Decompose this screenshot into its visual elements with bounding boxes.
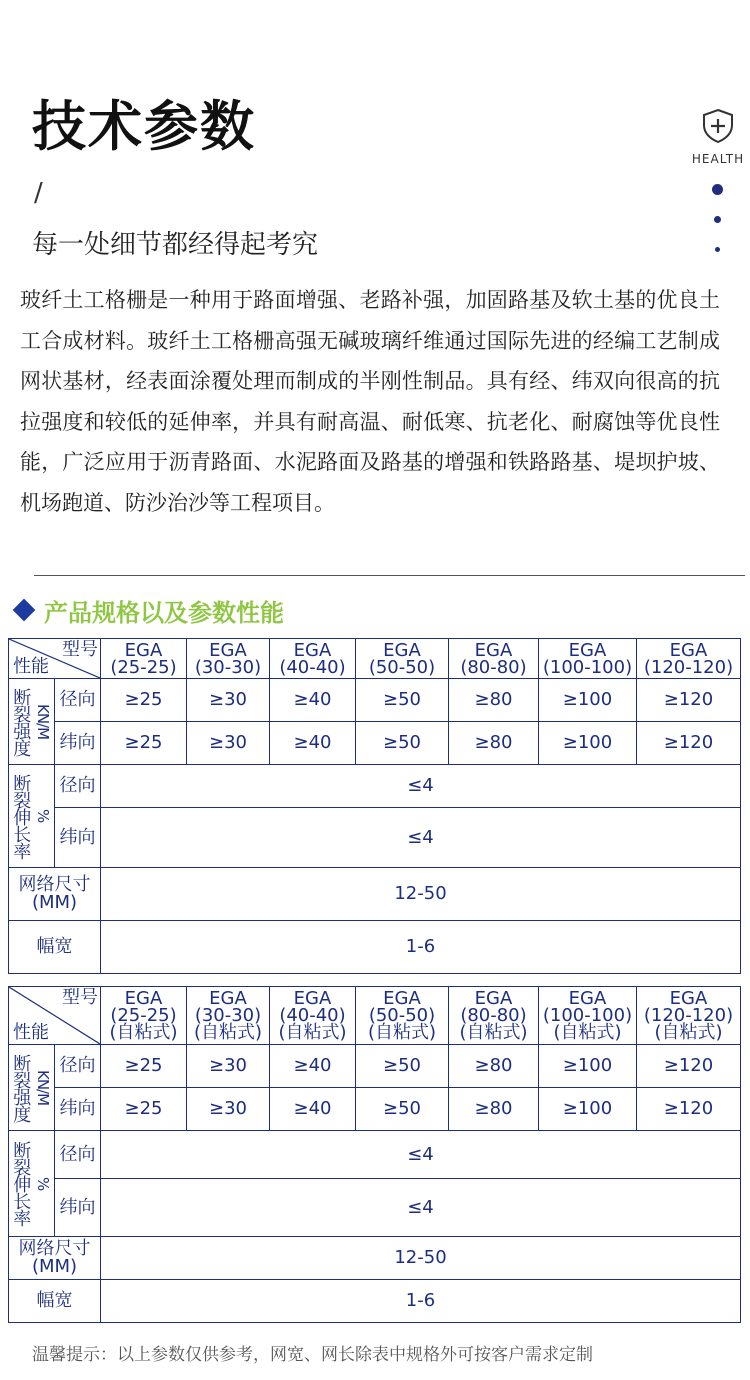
health-badge bbox=[690, 108, 746, 166]
value-cell: ≥80 bbox=[449, 1088, 539, 1131]
value-cell: ≤4 bbox=[101, 1131, 741, 1179]
mesh-row bbox=[9, 1237, 741, 1280]
shield-plus-icon bbox=[701, 108, 735, 144]
value-cell: ≥80 bbox=[449, 679, 539, 722]
value-cell: ≤4 bbox=[101, 1179, 741, 1237]
value-cell: ≥120 bbox=[637, 722, 741, 765]
strength-weft-row bbox=[9, 722, 741, 765]
model-header-row bbox=[9, 639, 741, 679]
elong-warp-row bbox=[9, 1131, 741, 1179]
width-label: 幅宽 bbox=[9, 1280, 101, 1323]
corner-property-label: 性能 bbox=[13, 1022, 49, 1043]
value-cell: ≥40 bbox=[270, 1045, 356, 1088]
weft-label: 纬向 bbox=[55, 808, 101, 868]
model-header: EGA (50-50) bbox=[356, 639, 449, 679]
value-cell: ≥25 bbox=[101, 722, 187, 765]
value-cell: ≥25 bbox=[101, 1045, 187, 1088]
model-header: EGA (25-25) (自粘式) bbox=[101, 987, 187, 1045]
warp-label: 径向 bbox=[55, 1045, 101, 1088]
corner-cell bbox=[9, 639, 101, 679]
value-cell: ≥30 bbox=[187, 679, 270, 722]
width-row bbox=[9, 921, 741, 974]
model-header: EGA (100-100) bbox=[539, 639, 637, 679]
page-title: 技术参数 bbox=[32, 95, 256, 158]
mesh-label: 网络尺寸 (MM) bbox=[9, 1237, 101, 1280]
warp-label: 径向 bbox=[55, 765, 101, 808]
strength-label-cell bbox=[9, 1045, 55, 1131]
width-label: 幅宽 bbox=[9, 921, 101, 974]
value-cell: ≥80 bbox=[449, 722, 539, 765]
elong-unit: % bbox=[33, 809, 52, 823]
mesh-label: 网络尺寸 (MM) bbox=[9, 868, 101, 921]
value-cell: ≥50 bbox=[356, 1088, 449, 1131]
mesh-row bbox=[9, 868, 741, 921]
elong-label-cell bbox=[9, 1131, 55, 1237]
value-cell: ≤4 bbox=[101, 808, 741, 868]
page-dot-3[interactable] bbox=[715, 247, 720, 252]
spec-table-standard bbox=[8, 638, 741, 974]
value-cell: 1-6 bbox=[101, 921, 741, 974]
title-slash: / bbox=[34, 178, 43, 208]
strength-unit: KN/M bbox=[33, 1069, 52, 1106]
diamond-icon bbox=[13, 599, 36, 622]
width-row bbox=[9, 1280, 741, 1323]
value-cell: ≥80 bbox=[449, 1045, 539, 1088]
model-header: EGA (25-25) bbox=[101, 639, 187, 679]
strength-weft-row bbox=[9, 1088, 741, 1131]
corner-cell bbox=[9, 987, 101, 1045]
value-cell: ≥120 bbox=[637, 679, 741, 722]
model-header: EGA (80-80) (自粘式) bbox=[449, 987, 539, 1045]
weft-label: 纬向 bbox=[55, 1179, 101, 1237]
strength-warp-row bbox=[9, 1045, 741, 1088]
model-header: EGA (50-50) (自粘式) bbox=[356, 987, 449, 1045]
value-cell: 12-50 bbox=[101, 1237, 741, 1280]
strength-unit: KN/M bbox=[33, 703, 52, 740]
value-cell: ≥30 bbox=[187, 722, 270, 765]
model-header: EGA (40-40) (自粘式) bbox=[270, 987, 356, 1045]
elong-weft-row bbox=[9, 808, 741, 868]
value-cell: ≥40 bbox=[270, 679, 356, 722]
value-cell: ≥40 bbox=[270, 722, 356, 765]
model-header: EGA (100-100) (自粘式) bbox=[539, 987, 637, 1045]
value-cell: ≥50 bbox=[356, 679, 449, 722]
section-header bbox=[12, 592, 284, 628]
warp-label: 径向 bbox=[55, 1131, 101, 1179]
strength-label-cell bbox=[9, 679, 55, 765]
health-label: HEALTH bbox=[691, 152, 745, 166]
weft-label: 纬向 bbox=[55, 1088, 101, 1131]
model-header: EGA (120-120) (自粘式) bbox=[637, 987, 741, 1045]
value-cell: ≥100 bbox=[539, 1088, 637, 1131]
page-dot-2[interactable] bbox=[714, 216, 721, 223]
warp-label: 径向 bbox=[55, 679, 101, 722]
value-cell: ≥100 bbox=[539, 722, 637, 765]
section-divider bbox=[34, 575, 745, 576]
value-cell: ≥30 bbox=[187, 1088, 270, 1131]
elong-label-cell bbox=[9, 765, 55, 868]
footnote: 温馨提示：以上参数仅供参考，网宽、网长除表中规格外可按客户需求定制 bbox=[32, 1345, 593, 1365]
value-cell: ≥30 bbox=[187, 1045, 270, 1088]
elong-warp-row bbox=[9, 765, 741, 808]
elong-label: 断裂伸长率 bbox=[10, 1141, 32, 1226]
model-header: EGA (30-30) (自粘式) bbox=[187, 987, 270, 1045]
value-cell: ≥100 bbox=[539, 679, 637, 722]
value-cell: 1-6 bbox=[101, 1280, 741, 1323]
model-header: EGA (40-40) bbox=[270, 639, 356, 679]
model-header: EGA (80-80) bbox=[449, 639, 539, 679]
value-cell: ≥50 bbox=[356, 722, 449, 765]
elong-label: 断裂伸长率 bbox=[10, 773, 32, 859]
corner-model-label: 型号 bbox=[62, 639, 98, 660]
model-header: EGA (30-30) bbox=[187, 639, 270, 679]
spec-table-self-adhesive bbox=[8, 986, 741, 1323]
model-header-row bbox=[9, 987, 741, 1045]
elong-weft-row bbox=[9, 1179, 741, 1237]
corner-property-label: 性能 bbox=[13, 656, 49, 677]
value-cell: ≥120 bbox=[637, 1045, 741, 1088]
product-description: 玻纤土工格栅是一种用于路面增强、老路补强，加固路基及软土基的优良土工合成材料。玻纤土工格栅高强无碱玻璃纤维通过国际先进的经编工艺制成网状基材，经表面涂覆处理而制成的半刚性制品。具有经、纬双向很高的抗拉强度和较低的延伸率，并具有耐高温、耐低寒、抗老化、耐腐蚀等优良性能，广泛应用于沥青路面、水泥路面及路基的增强和铁路路基、堤坝护坡、机场跑道、防沙治沙等工程项目。 bbox=[20, 288, 720, 515]
strength-label: 断裂强度 bbox=[10, 687, 32, 756]
section-title: 产品规格以及参数性能 bbox=[44, 598, 284, 627]
page-subtitle: 每一处细节都经得起考究 bbox=[32, 230, 319, 260]
value-cell: ≥25 bbox=[101, 1088, 187, 1131]
model-header: EGA (120-120) bbox=[637, 639, 741, 679]
value-cell: 12-50 bbox=[101, 868, 741, 921]
weft-label: 纬向 bbox=[55, 722, 101, 765]
value-cell: ≥25 bbox=[101, 679, 187, 722]
strength-warp-row bbox=[9, 679, 741, 722]
value-cell: ≥120 bbox=[637, 1088, 741, 1131]
value-cell: ≥40 bbox=[270, 1088, 356, 1131]
value-cell: ≤4 bbox=[101, 765, 741, 808]
page-dot-1[interactable] bbox=[712, 184, 723, 195]
value-cell: ≥50 bbox=[356, 1045, 449, 1088]
corner-model-label: 型号 bbox=[62, 987, 98, 1008]
value-cell: ≥100 bbox=[539, 1045, 637, 1088]
elong-unit: % bbox=[33, 1176, 52, 1191]
strength-label: 断裂强度 bbox=[10, 1053, 32, 1122]
